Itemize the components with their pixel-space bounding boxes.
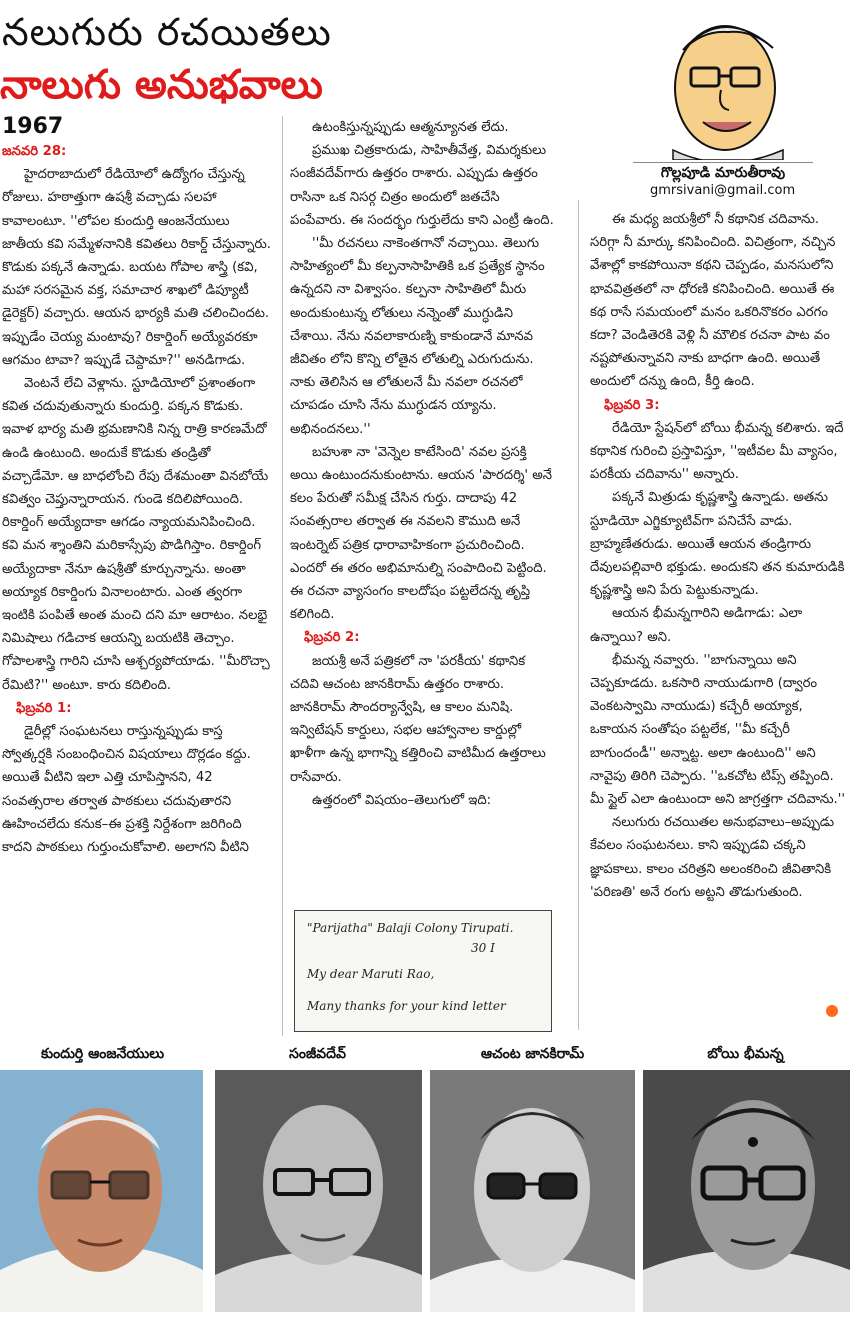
paragraph: ''మీ రచనలు నాకెంతగానో నచ్చాయి. తెలుగు సాహిత్యంలో మీ కల్పనాసాహితికి ఒక ప్రత్యేక స్థానం ఉన్నదని నా విశ్వాసం. కల్పనా సాహితిలో మీరు అందుకుంటున్న లోతులు నన్నెంతో ముగ్ధుడిని చేశాయి. నేను నవలాకారుణ్ని కాకుండానే మానవ జీవితం లోని కొన్ని లోతైన లోతుల్ని ఎరుగుదును. నాకు తెలిసిన ఆ లోతులనే మీ నవలా రచనలో చూపడం చూసి నేను ముగ్ధుడన య్యాను. అభినందనలు.'' bbox=[290, 236, 545, 437]
column-divider bbox=[282, 116, 283, 1036]
portrait-photo bbox=[215, 1070, 422, 1312]
diary-date: ఫిబ్రవరి 2: bbox=[304, 630, 360, 646]
author-name: గొల్లపూడి మారుతీరావు bbox=[633, 162, 813, 184]
paragraph: ఉత్తరంలో విషయం–తెలుగులో ఇది: bbox=[312, 792, 492, 808]
portrait-photo bbox=[0, 1070, 203, 1312]
letter-line: "Parijatha" Balaji Colony Tirupati. bbox=[307, 921, 514, 935]
portrait-photo bbox=[430, 1070, 635, 1312]
diary-year: 1967 bbox=[2, 114, 64, 139]
photo-caption: ఆచంట జానకిరామ్ bbox=[480, 1046, 585, 1062]
paragraph: హైదరాబాదులో రేడియోలో ఉద్యోగం చేస్తున్న రోజులు. హఠాత్తుగా ఉషశ్రీ వచ్చాడు సలహా కావాలంటూ. ''లోపల కుందుర్తి ఆంజనేయులు జాతీయ కవి సమ్మేళనానికి కవితలు రికార్డ్ చేస్తున్నారు. కొడుకు పక్కనే ఉన్నాడు. బయట గోపాల శాస్త్రి (కవి, మహా సరసమైన వక్త, సమాచార శాఖలో డిప్యూటీ డైరెక్టర్) వచ్చారు. ఆయన భార్యకి మతి చలించిందట. ఇప్పుడేం చెయ్య మంటావు? రికార్డింగ్ అయ్యేవరకూ ఆగమం టావా? ఇప్పుడే చెప్దామా?'' అనడిగాడు. bbox=[2, 167, 271, 368]
diary-date: జనవరి 28: bbox=[2, 144, 67, 159]
author-caricature bbox=[633, 0, 808, 160]
letter-line: My dear Maruti Rao, bbox=[307, 967, 435, 981]
paragraph: నలుగురు రచయితల అనుభవాలు–అప్పుడు కేవలం సంఘటనలు. కాని ఇప్పుడవి చక్కని జ్ఞాపకాలు. కాలం చరిత్రని అలంకరించి జీవితానికి 'పరిణతి' అనే రంగు అట్టని తొడుగుతుంది. bbox=[590, 815, 835, 900]
photo-caption: సంజీవదేవ్ bbox=[289, 1046, 346, 1062]
paragraph: భీమన్న నవ్వారు. ''బాగున్నాయి అని చెప్పకూడదు. ఒకసారి నాయుడుగారి (ద్వారం వెంకటస్వామి నాయుడు) కచ్చేరీ అయ్యాక, ఒకాయన సంతోషం పట్టలేక, ''మీ కచ్చేరీ బాగుందండీ'' అన్నాట్ట. అలా ఉంటుంది'' అని నావైపు తిరిగి చెప్పారు. ''ఒకచోట టిప్స్ తప్పింది. మీ స్టైల్ ఎలా ఉంటుందా అని జాగ్రత్తగా చదివాను.'' bbox=[590, 652, 845, 808]
paragraph: బహుశా నా 'వెన్నెల కాటేసింది' నవల ప్రసక్తి అయి ఉంటుందనుకుంటాను. ఆయన 'పారదర్శి' అనే కలం పేరుతో సమీక్ష చేసిన గుర్తు. దాదాపు 42 సంవత్సరాల తర్వాత ఈ నవలని కౌముది అనే ఇంటర్నెట్ పత్రిక ధారావాహికంగా ప్రచురించింది. ఎందరో ఈ తరం అభిమానుల్ని సంపాదించి పెట్టింది. ఈ రచనా వ్యాసంగం కాలదోషం పట్టలేదన్న తృప్తి కలిగింది. bbox=[290, 444, 553, 623]
photo-caption: బోయి భీమన్న bbox=[707, 1046, 784, 1062]
portrait-photo bbox=[643, 1070, 850, 1312]
handwritten-letter bbox=[294, 910, 552, 1032]
article-column-2 bbox=[290, 116, 555, 812]
paragraph: డైరీల్లో సంఘటనలు రాస్తున్నప్పుడు కాస్త స్వోత్కర్షకి సంబంధించిన విషయాలు దొర్లడం కద్దు. అయితే వీటిని ఇలా ఎత్తి చూపిస్తానని, 42 సంవత్సరాల తర్వాత పాఠకులు చదువుతారని ఊహించలేదు కనుక–ఈ ప్రశక్తి నిర్దేశంగా జరిగింది కాదని పాఠకులు గుర్తుంచుకోవాలి. అలాగని వీటిని bbox=[2, 724, 251, 856]
paragraph: వెంటనే లేచి వెళ్లాను. స్టూడియోలో ప్రశాంతంగా కవిత చదువుతున్నారు కుందుర్తి. పక్కన కొడుకు. ఇవాళ భార్య మతి భ్రమణానికి నిన్న రాత్రి కారణమేదో ఉండి ఉంటుంది. అందుకే కొడుకు తండ్రితో వచ్చాడేమో. ఆ బాధలోంచి రేపు దేశమంతా వినబోయే కవిత్వం చెప్తున్నారాయన. గుండె కదిలిపోయింది. రికార్డింగ్ అయ్యేదాకా ఆగడం న్యాయమనిపించింది. కవి మన శ్శాంతిని మరికాస్సేపు పొడిగిస్తాం. రికార్డింగ్ అయ్యేదాకా నేనూ ఉషశ్రీతో కూర్చున్నాను. అంతా అయ్యాక రికార్డింగు వినాలంటారు. ఎంత త్వరగా ఇంటికి పంపితే అంత మంచి దని మా ఆరాటం. నలభై నిమిషాలు గడిచాక ఆయన్ని బయటికి తెచ్చాం. గోపాలశాస్త్రి గారిని చూసి ఆశ్చర్యపోయాడు. ''మీరొచ్చా రేమిటి?'' అంటూ. కారు కదిలింది. bbox=[2, 376, 270, 693]
paragraph: పక్కనే మిత్రుడు కృష్ణశాస్త్రి ఉన్నాడు. అతను స్టూడియో ఎగ్జిక్యూటివ్‌గా పనిచేసే వాడు. బ్రాహ్మణేతరుడు. అయితే ఆయన తండ్రిగారు దేవులపల్లివారి భక్తుడు. అందుకని తన కుమారుడికి కృష్ణశాస్త్రి అని పేరు పెట్టుకున్నాడు. bbox=[590, 490, 845, 599]
diary-date: ఫిబ్రవరి 3: bbox=[604, 397, 660, 413]
article-column-3 bbox=[590, 208, 848, 904]
paragraph: రేడియో స్టేషన్‌లో బోయి భీమన్న కలిశారు. ఇదే కథానిక గురించి ప్రస్తావిస్తూ, ''ఇటీవల మీ వ్యాసం, పరకీయ చదివాను'' అన్నారు. bbox=[590, 420, 844, 483]
letter-line: 30 I bbox=[471, 941, 495, 955]
photo-caption: కుందుర్తి ఆంజనేయులు bbox=[40, 1046, 165, 1062]
headline-line2: నాలుగు అనుభవాలు bbox=[0, 62, 323, 108]
paragraph: ఈ మధ్య జయశ్రీలో నీ కథానిక చదివాను. సరిగ్గా నీ మార్కు కనిపించింది. విచిత్రంగా, నచ్చిన వేశాల్లో కాకపోయినా కథని చెప్పడం, మనసులోని భావవిత్రతలో నా ధోరణి కనిపించింది. అయితే ఈ కథ రాసే సమయంలో మనం ఒకరినొకరం ఎరగం కదా? వెండితెరకి వెళ్లి నీ మౌలిక రచనా పాట వం నష్టపోతున్నావని నాకు బాధగా ఉంది. అయితే అందులో దన్ను ఉంది, కీర్తి ఉంది. bbox=[590, 212, 836, 390]
headline-line1: నలుగురు రచయితలు bbox=[2, 10, 332, 54]
diary-date: ఫిబ్రవరి 1: bbox=[16, 700, 72, 716]
article-column-1 bbox=[2, 140, 274, 859]
paragraph: ఆయన భీమన్నగారిని అడిగాడు: ఎలా ఉన్నాయి? అని. bbox=[590, 606, 803, 645]
column-divider bbox=[578, 200, 579, 1030]
paragraph: ఉటంకిస్తున్నప్పుడు ఆత్మన్యూనత లేదు. bbox=[312, 120, 509, 135]
author-email: gmrsivani@gmail.com bbox=[650, 183, 796, 198]
end-mark-icon bbox=[826, 1005, 838, 1017]
paragraph: ప్రముఖ చిత్రకారుడు, సాహితీవేత్త, విమర్శకులు సంజీవదేవ్‌గారు ఉత్తరం రాశారు. ఎప్పుడు ఉత్తరం రాసినా ఒక నిసర్గ చిత్రం అందులో జతచేసి పంపేవారు. ఈ సందర్భం గుర్తులేదు కాని ఎంట్రీ ఉంది. bbox=[290, 143, 554, 228]
letter-line: Many thanks for your kind letter bbox=[307, 999, 506, 1013]
paragraph: జయశ్రీ అనే పత్రికలో నా 'పరకీయ' కథానిక చదివి ఆచంట జానకిరామ్ ఉత్తరం రాశారు. జానకిరామ్ సౌందర్యాన్వేషి, ఆ కాలం మనిషి. ఇన్విటేషన్ కార్డులు, సభల ఆహ్వానాల కార్డుల్లో ఖాళీగా ఉన్న భాగాన్ని కత్తిరించి వాటిమీద ఉత్తరాలు రాసేవారు. bbox=[290, 653, 546, 785]
